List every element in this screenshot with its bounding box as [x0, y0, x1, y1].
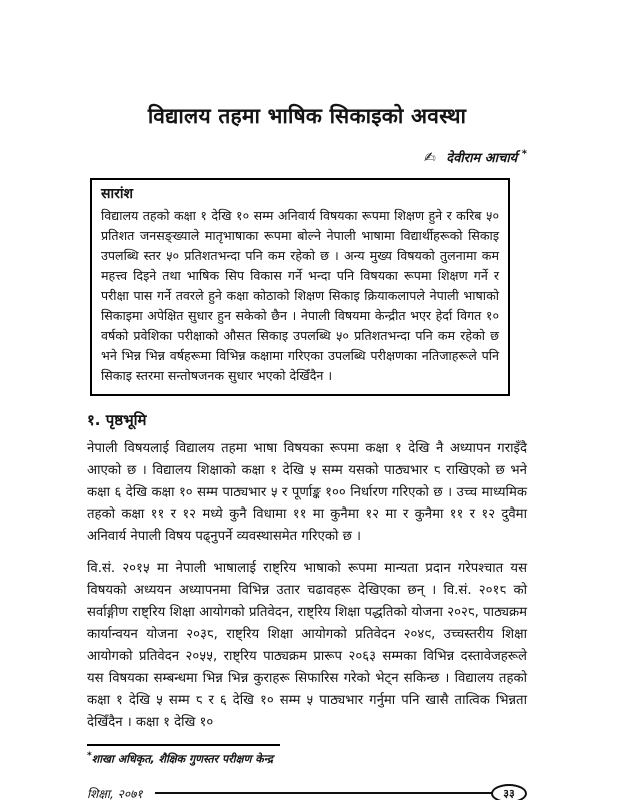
page-number-badge: ३३ — [491, 784, 527, 800]
footnote-block — [87, 744, 527, 767]
page-title: विद्यालय तहमा भाषिक सिकाइको अवस्था — [147, 104, 467, 128]
abstract-text: विद्यालय तहको कक्षा १ देखि १० सम्म अनिवार्य विषयका रूपमा शिक्षण हुने र करिब ५० प्रतिशत जनसङ्ख्याले मातृभाषाका रूपमा बोल्ने नेपाली भाषामा विद्यार्थीहरूको सिकाइ उपलब्धि स्तर ५० प्रतिशतभन्दा पनि कम रहेको छ । अन्य मुख्य विषयको तुलनामा कम महत्त्व दिइने तथा भाषिक सिप विकास गर्ने भन्दा पनि विषयका रूपमा शिक्षण गर्ने र परीक्षा पास गर्ने तवरले हुने कक्षा कोठाको शिक्षण सिकाइ क्रियाकलापले नेपाली भाषाको सिकाइमा अपेक्षित सुधार हुन सकेको छैन । नेपाली विषयमा केन्द्रीत भएर हेर्दा विगत १० वर्षको प्रवेशिका परीक्षाको औसत सिकाइ उपलब्धि ५० प्रतिशतभन्दा पनि कम रहेको छ भने भिन्न भिन्न वर्षहरूमा विभिन्न कक्षामा गरिएका उपलब्धि परीक्षणका नतिजाहरूले पनि सिकाइ स्तरमा सन्तोषजनक सुधार भएको देखिँदैन । — [101, 208, 499, 383]
footer-rule — [155, 792, 493, 794]
author-line — [87, 148, 527, 166]
journal-name: शिक्षा, २०७१ — [87, 786, 143, 800]
page-footer — [87, 784, 527, 800]
writing-hand-icon: ✍ — [424, 150, 436, 166]
author-footnote-marker: * — [521, 148, 527, 160]
footnote-marker: * — [87, 751, 92, 761]
body-paragraph-2: वि.सं. २०१५ मा नेपाली भाषालाई राष्ट्रिय भाषाको रूपमा मान्यता प्रदान गरेपश्चात यस विषयको अध्ययन अध्यापनमा विभिन्न उतार चढावहरू देखिएका छन् । वि.सं. २०१८ को सर्वाङ्गीण राष्ट्रिय शिक्षा आयोगको प्रतिवेदन, राष्ट्रिय शिक्षा पद्धतिको योजना २०२८, पाठ्यक्रम कार्यान्वयन योजना २०३८, राष्ट्रिय शिक्षा आयोगको प्रतिवेदन २०४९, उच्चस्तरीय शिक्षा आयोगको प्रतिवेदन २०५५, राष्ट्रिय पाठ्यक्रम प्रारूप २०६३ सम्मका विभिन्न दस्तावेजहरूले यस विषयका सम्बन्धमा भिन्न भिन्न कुराहरू सिफारिस गरेको भेट्न सकिन्छ । विद्यालय तहको कक्षा १ देखि ५ सम्म ८ र ६ देखि १० सम्म ५ पाठ्यभार गर्नुमा पनि खासै तात्विक भिन्नता देखिँदैन । कक्षा १ देखि १० — [87, 561, 527, 730]
footnote-divider — [87, 744, 280, 746]
footnote-text — [87, 749, 527, 767]
footnote-content: शाखा अधिकृत, शैक्षिक गुणस्तर परीक्षण केन्द्र — [91, 752, 273, 766]
body-paragraph-1: नेपाली विषयलाई विद्यालय तहमा भाषा विषयका रूपमा कक्षा १ देखि नै अध्यापन गराइँदै आएको छ । विद्यालय शिक्षाको कक्षा १ देखि ५ सम्म यसको पाठ्यभार ८ राखिएको छ भने कक्षा ६ देखि कक्षा १० सम्म पाठ्यभार ५ र पूर्णाङ्क १०० निर्धारण गरिएको छ । उच्च माध्यमिक तहको कक्षा ११ र १२ मध्ये कुनै विधामा ११ मा कुनैमा १२ मा र कुनैमा ११ र १२ दुवैमा अनिवार्य नेपाली विषय पढ्नुपर्ने व्यवस्थासमेत गरिएको छ । — [87, 441, 527, 544]
abstract-box — [90, 178, 510, 396]
section-heading-background: १. पृष्ठभूमि — [87, 411, 147, 429]
author-name: देवीराम आचार्य — [446, 151, 518, 166]
abstract-heading: सारांश — [101, 186, 133, 202]
